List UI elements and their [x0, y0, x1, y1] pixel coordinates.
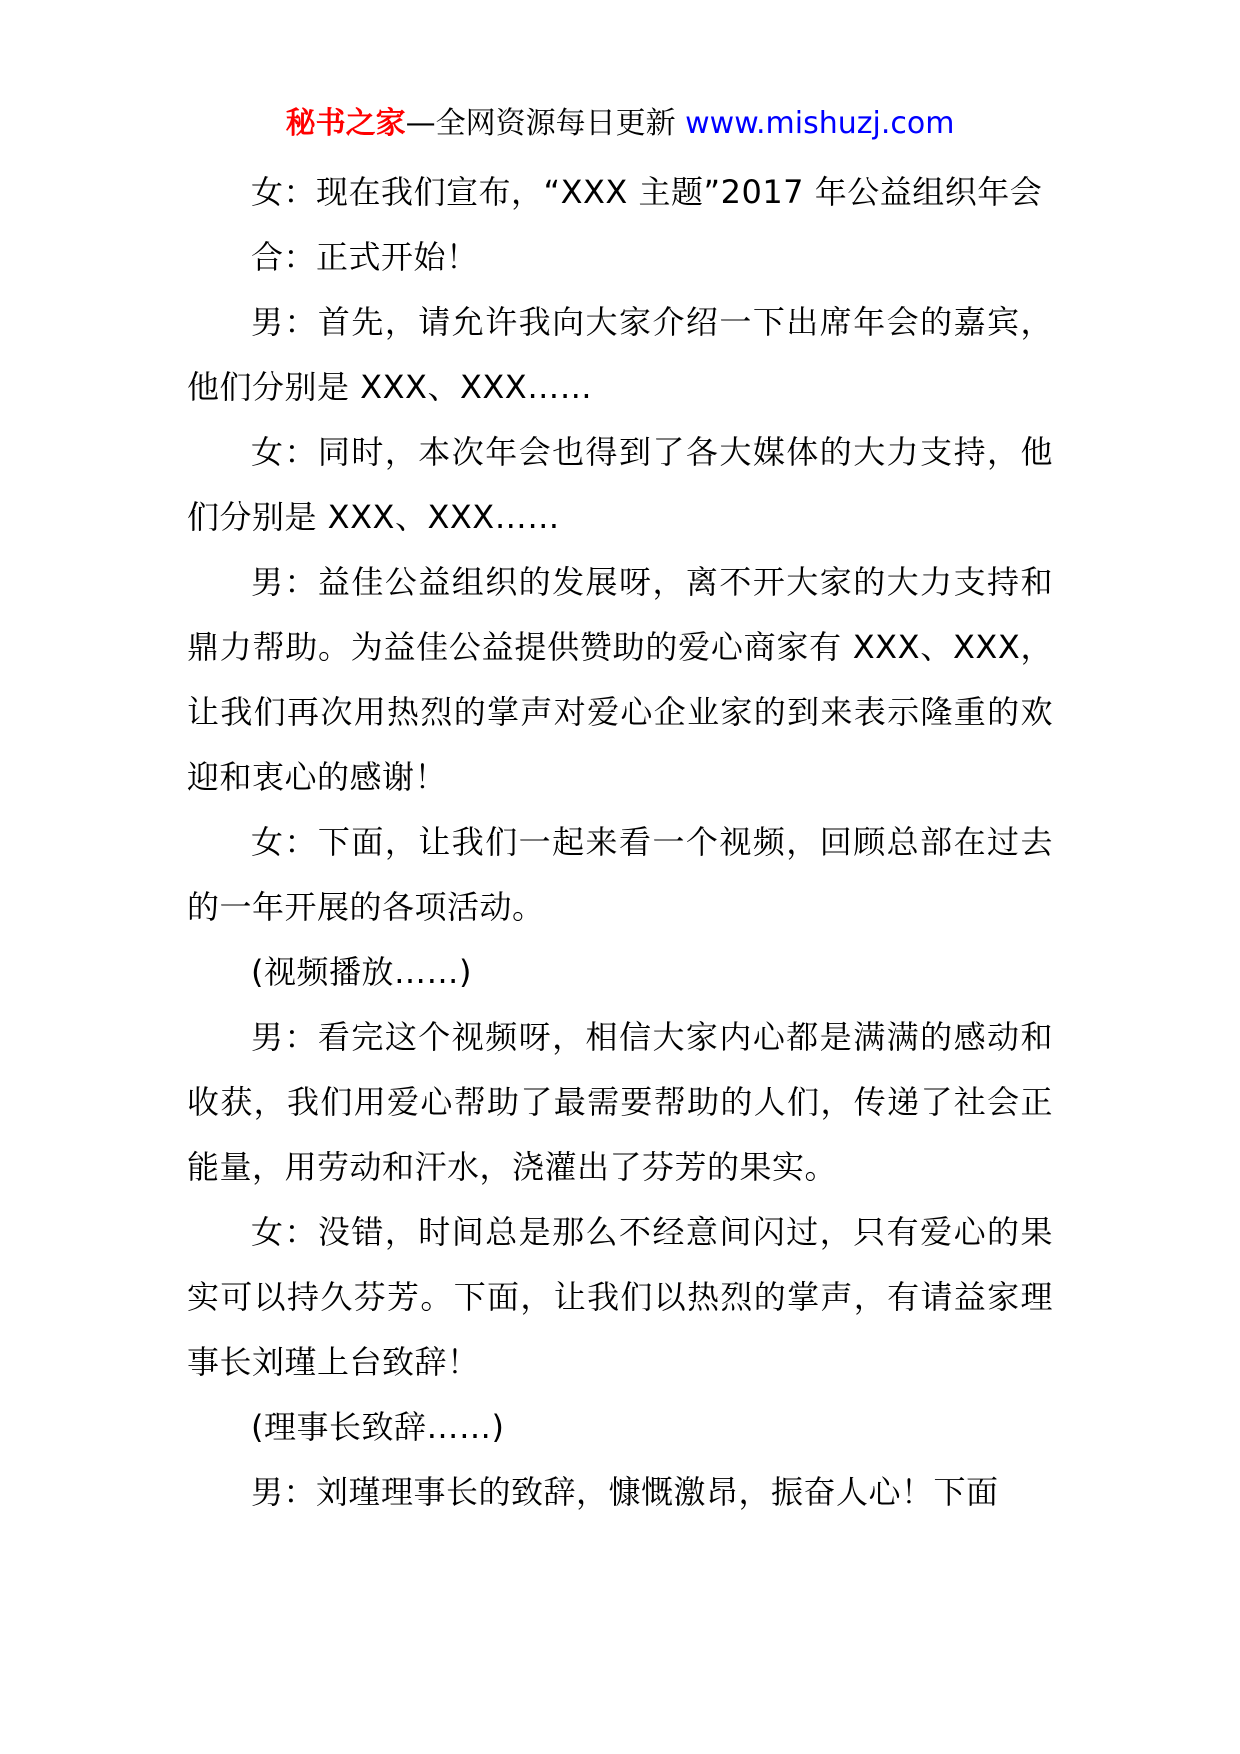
- paragraph-announce-start: 女：现在我们宣布，“XXX 主题”2017 年公益组织年会: [251, 173, 1043, 211]
- paragraph-after-speech: 男：刘瑾理事长的致辞，慷慨激昂，振奋人心！下面: [251, 1473, 999, 1511]
- site-url-link[interactable]: www.mishuzj.com: [685, 106, 955, 141]
- paragraph-video-intro: 女：下面，让我们一起来看一个视频，回顾总部在过去的一年开展的各项活动。: [187, 823, 1053, 926]
- paragraph-sponsors: 男：益佳公益组织的发展呀，离不开大家的大力支持和鼎力帮助。为益佳公益提供赞助的爱心商家有 XXX、XXX，让我们再次用热烈的掌声对爱心企业家的到来表示隆重的欢迎和衷心的感谢！: [187, 563, 1053, 796]
- page-header: [0, 100, 1240, 148]
- document-body: [187, 160, 1053, 1525]
- paragraph-chairman-invite: 女：没错，时间总是那么不经意间闪过，只有爱心的果实可以持久芬芳。下面，让我们以热烈的掌声，有请益家理事长刘瑾上台致辞！: [187, 1213, 1053, 1381]
- paragraph-guests: 男：首先，请允许我向大家介绍一下出席年会的嘉宾，他们分别是 XXX、XXX……: [187, 303, 1053, 406]
- paragraph-chairman-speech: (理事长致辞……): [251, 1408, 505, 1446]
- paragraph-video-playing: (视频播放……): [251, 953, 472, 991]
- paragraph-media: 女：同时，本次年会也得到了各大媒体的大力支持，他们分别是 XXX、XXX……: [187, 433, 1053, 536]
- paragraph-after-video: 男：看完这个视频呀，相信大家内心都是满满的感动和收获，我们用爱心帮助了最需要帮助的人们，传递了社会正能量，用劳动和汗水，浇灌出了芬芳的果实。: [187, 1018, 1053, 1186]
- paragraph-official-start: 合：正式开始！: [251, 238, 479, 276]
- site-brand: 秘书之家: [285, 106, 406, 141]
- site-tagline: —全网资源每日更新: [405, 106, 686, 141]
